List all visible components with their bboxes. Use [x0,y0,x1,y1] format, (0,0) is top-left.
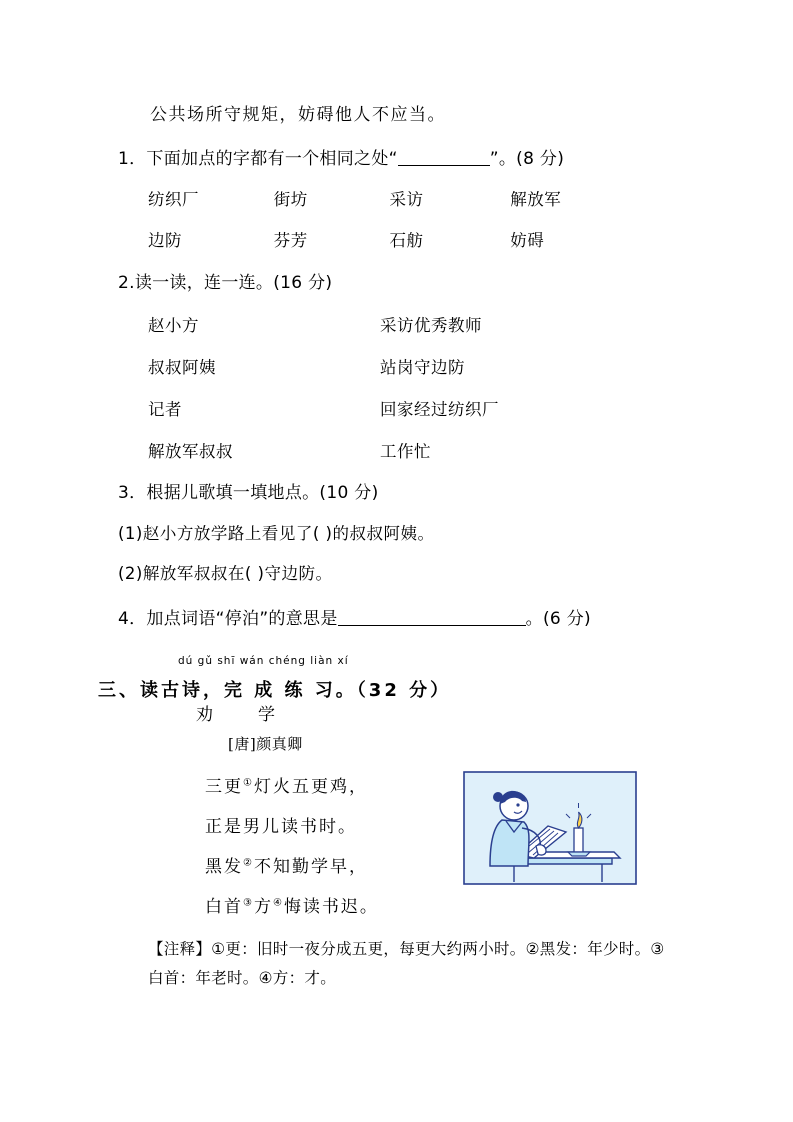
match-right-item-2[interactable]: 站岗守边防 [380,358,465,377]
question-4-heading [118,608,591,632]
poem-line-1-a: 三更 [205,777,243,797]
word-shifang: 石舫 [389,231,424,250]
poem-note-mark-4: ④ [272,897,284,909]
section-three-title: 三、读古诗，完 成 练 习。（32 分） [98,680,452,701]
poem-notes [148,935,668,992]
poem-line-1-b: 灯火五更鸡， [253,777,368,797]
question-1-heading [118,148,564,172]
match-right-item-1[interactable]: 采访优秀教师 [380,316,482,335]
word-fangai: 妨碍 [510,231,545,250]
intro-sentence: 公共场所守规矩，妨碍他人不应当。 [150,105,446,125]
illustration-student-reading [462,766,642,896]
question-4-answer-blank[interactable] [338,608,526,626]
poem-note-mark-3: ③ [243,897,254,909]
question-1-row-2 [148,229,544,252]
match-right-item-4[interactable]: 工作忙 [380,442,431,461]
section-three-pinyin: dú gǔ shī wán chéng liàn xí [178,655,349,667]
match-right-item-3[interactable]: 回家经过纺织厂 [380,400,499,419]
match-left-item-1[interactable]: 赵小方 [148,316,199,335]
poem-line-4-c: 悔读书迟。 [283,897,379,917]
word-caifang: 采访 [389,190,424,209]
poem-line-4-a: 白首 [205,897,243,917]
poem-line-3-a: 黑发 [205,857,243,877]
poem-line-3-b: 不知勤学早， [253,857,368,877]
question-4-heading-tail: 。(6 分) [525,609,591,629]
question-1-row-1 [148,188,561,211]
word-bianfang: 边防 [148,231,182,250]
poem-author: [唐]颜真卿 [228,735,303,753]
question-1-heading-tail: ”。(8 分) [489,149,565,169]
question-3-heading: 3．根据儿歌填一填地点。(10 分) [118,483,379,503]
poem-title: 劝 学 [196,705,289,725]
poem-notes-label: 【注释】 [148,940,212,958]
question-1-heading-text: 1．下面加点的字都有一个相同之处“ [118,149,398,169]
question-4-heading-text: 4．加点词语“停泊”的意思是 [118,609,338,629]
poem-line-3 [205,852,368,877]
word-fenfang: 芬芳 [273,231,308,250]
word-fangzhichang: 纺织厂 [148,190,199,209]
poem-line-2-a: 正是男儿读书时。 [205,817,357,837]
poem-line-4-b: 方 [253,897,273,917]
question-3-item-1[interactable]: (1)赵小方放学路上看见了( )的叔叔阿姨。 [118,524,435,543]
poem-line-1 [205,772,368,797]
match-left-item-4[interactable]: 解放军叔叔 [148,442,233,461]
poem-line-4 [205,892,379,917]
question-3-item-2[interactable]: (2)解放军叔叔在( )守边防。 [118,564,333,583]
match-left-item-2[interactable]: 叔叔阿姨 [148,358,216,377]
word-jiefangjun: 解放军 [510,190,562,209]
match-left-item-3[interactable]: 记者 [148,400,182,419]
word-jiefang: 街坊 [273,190,308,209]
poem-note-mark-1: ① [243,777,254,789]
poem-note-mark-2: ② [243,857,254,869]
question-2-heading: 2.读一读，连一连。(16 分) [118,273,333,293]
question-1-inline-blank[interactable] [398,148,490,166]
poem-notes-text: ①更：旧时一夜分成五更，每更大约两小时。②黑发：年少时。③白首：年老时。④方：才。 [148,940,665,987]
poem-line-2 [205,812,357,837]
